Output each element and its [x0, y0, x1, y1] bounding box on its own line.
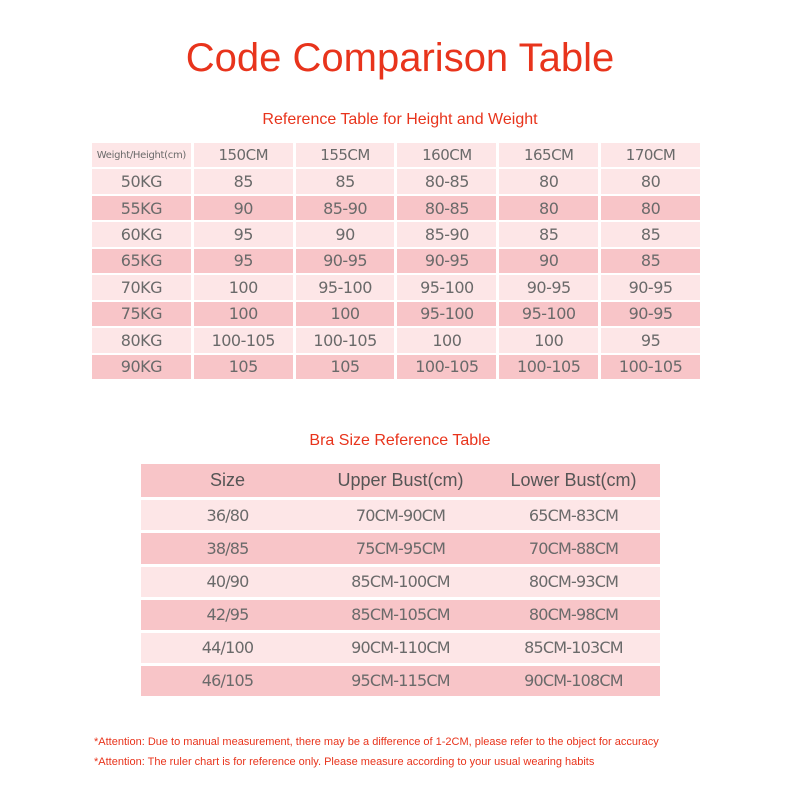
weight-label: 75KG [92, 302, 191, 326]
column-header-size: Size [141, 464, 314, 497]
lower-bust-cell: 80CM-93CM [487, 567, 660, 597]
table-cell: 95-100 [296, 275, 395, 299]
table-cell: 90 [499, 249, 598, 273]
table-cell: 90 [296, 222, 395, 246]
table-cell: 95 [194, 222, 293, 246]
upper-bust-cell: 90CM-110CM [314, 633, 487, 663]
bra-table-title: Bra Size Reference Table [309, 432, 491, 449]
table-cell: 100-105 [601, 355, 700, 380]
bra-size-table [141, 461, 660, 699]
table-cell: 80 [601, 169, 700, 193]
table-row [92, 328, 700, 352]
table-row [141, 600, 660, 630]
column-header-upper-bust: Upper Bust(cm) [314, 464, 487, 497]
height-weight-table [89, 141, 703, 381]
weight-label: 60KG [92, 222, 191, 246]
weight-label: 70KG [92, 275, 191, 299]
table-cell: 90 [194, 196, 293, 220]
column-header: 170CM [601, 143, 700, 167]
table-cell: 95-100 [397, 302, 496, 326]
table-row [92, 249, 700, 273]
table-cell: 80 [601, 196, 700, 220]
weight-label: 90KG [92, 355, 191, 380]
table-cell: 100-105 [296, 328, 395, 352]
upper-bust-cell: 85CM-100CM [314, 567, 487, 597]
table-cell: 100 [194, 275, 293, 299]
size-cell: 44/100 [141, 633, 314, 663]
table-cell: 90-95 [601, 302, 700, 326]
table-cell: 80 [499, 196, 598, 220]
attention-note-reference: *Attention: The ruler chart is for reference only. Please measure according to your usual wearing habits [94, 756, 595, 768]
table-row [92, 355, 700, 380]
table-cell: 85-90 [397, 222, 496, 246]
page-title: Code Comparison Table [185, 36, 615, 80]
table-cell: 90-95 [499, 275, 598, 299]
lower-bust-cell: 70CM-88CM [487, 533, 660, 563]
size-cell: 46/105 [141, 666, 314, 696]
size-cell: 42/95 [141, 600, 314, 630]
column-header: 150CM [194, 143, 293, 167]
table-cell: 100 [499, 328, 598, 352]
table-cell: 85 [601, 249, 700, 273]
table-cell: 100 [397, 328, 496, 352]
table-cell: 105 [194, 355, 293, 380]
lower-bust-cell: 85CM-103CM [487, 633, 660, 663]
table-cell: 95-100 [499, 302, 598, 326]
table-header-row [92, 143, 700, 167]
upper-bust-cell: 70CM-90CM [314, 500, 487, 530]
table-cell: 100-105 [397, 355, 496, 380]
table-cell: 95 [601, 328, 700, 352]
table-cell: 80-85 [397, 169, 496, 193]
table-cell: 85 [194, 169, 293, 193]
table-cell: 95 [194, 249, 293, 273]
table-header-row [141, 464, 660, 497]
table-cell: 100 [194, 302, 293, 326]
attention-note-measurement: *Attention: Due to manual measurement, there may be a difference of 1-2CM, please refer to the object for accuracy [94, 736, 659, 748]
table-cell: 90-95 [397, 249, 496, 273]
upper-bust-cell: 75CM-95CM [314, 533, 487, 563]
upper-bust-cell: 85CM-105CM [314, 600, 487, 630]
table-cell: 85 [601, 222, 700, 246]
table-row [141, 500, 660, 530]
table-row [92, 222, 700, 246]
table-row [92, 302, 700, 326]
table-row [92, 275, 700, 299]
lower-bust-cell: 90CM-108CM [487, 666, 660, 696]
corner-label: Weight/Height(cm) [92, 143, 191, 167]
table-cell: 105 [296, 355, 395, 380]
weight-label: 80KG [92, 328, 191, 352]
table-cell: 80 [499, 169, 598, 193]
table-cell: 85 [296, 169, 395, 193]
table-row [92, 196, 700, 220]
table-cell: 80-85 [397, 196, 496, 220]
weight-label: 65KG [92, 249, 191, 273]
table-cell: 100-105 [499, 355, 598, 380]
lower-bust-cell: 80CM-98CM [487, 600, 660, 630]
table-row [141, 633, 660, 663]
lower-bust-cell: 65CM-83CM [487, 500, 660, 530]
weight-label: 50KG [92, 169, 191, 193]
column-header-lower-bust: Lower Bust(cm) [487, 464, 660, 497]
height-weight-table-title: Reference Table for Height and Weight [262, 111, 538, 128]
size-cell: 40/90 [141, 567, 314, 597]
table-row [141, 567, 660, 597]
table-cell: 100-105 [194, 328, 293, 352]
table-row [141, 666, 660, 696]
table-row [92, 169, 700, 193]
column-header: 160CM [397, 143, 496, 167]
weight-label: 55KG [92, 196, 191, 220]
table-cell: 90-95 [601, 275, 700, 299]
column-header: 165CM [499, 143, 598, 167]
table-cell: 90-95 [296, 249, 395, 273]
table-cell: 100 [296, 302, 395, 326]
table-cell: 85-90 [296, 196, 395, 220]
table-cell: 95-100 [397, 275, 496, 299]
upper-bust-cell: 95CM-115CM [314, 666, 487, 696]
size-cell: 38/85 [141, 533, 314, 563]
table-cell: 85 [499, 222, 598, 246]
column-header: 155CM [296, 143, 395, 167]
size-cell: 36/80 [141, 500, 314, 530]
table-row [141, 533, 660, 563]
